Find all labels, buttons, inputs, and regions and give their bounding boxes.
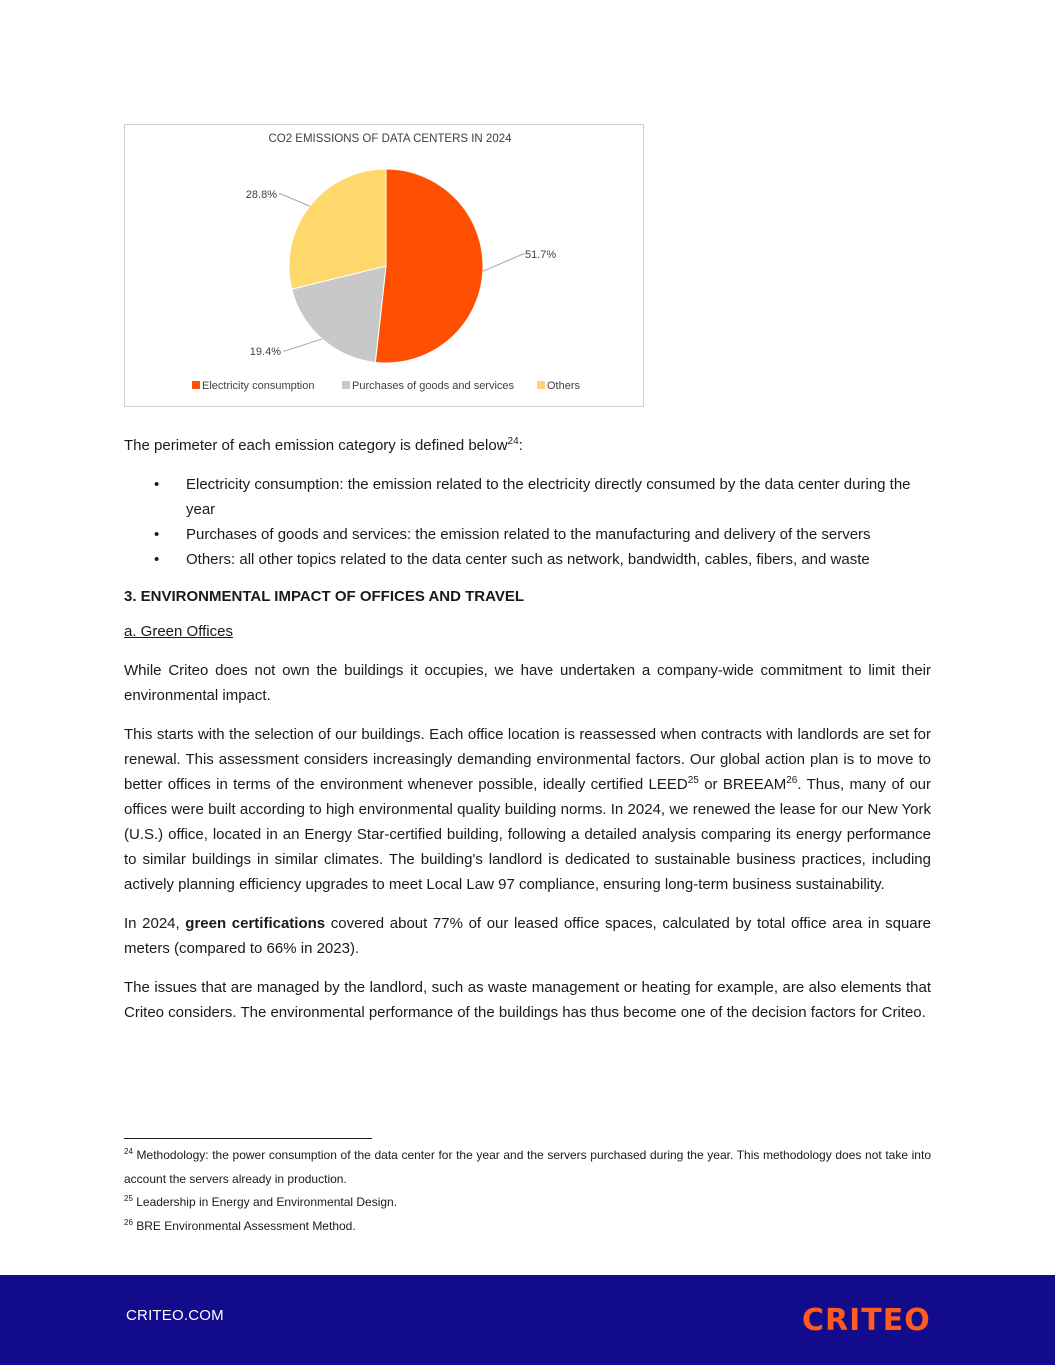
legend-swatch — [342, 381, 350, 389]
intro-suffix: : — [518, 437, 523, 454]
slice-leader-line — [283, 339, 322, 351]
slice-leader-line — [483, 254, 525, 271]
footnote-divider — [124, 1138, 372, 1139]
paragraph-building-selection — [124, 722, 931, 897]
footnote-25 — [124, 1191, 931, 1215]
list-item-text: Purchases of goods and services: the emission related to the manufacturing and delivery of the servers — [186, 526, 871, 543]
list-item-text: Others: all other topics related to the data center such as network, bandwidth, cables, fibers, and waste — [186, 551, 870, 568]
subsection-heading: a. Green Offices — [124, 623, 233, 640]
chart-title: CO2 EMISSIONS OF DATA CENTERS IN 2024 — [268, 133, 512, 145]
intro-text: The perimeter of each emission category is defined below — [124, 437, 508, 454]
footnote-ref-26[interactable]: 26 — [786, 775, 798, 786]
main-content — [124, 433, 931, 1039]
footnote-number: 26 — [124, 1217, 133, 1227]
paragraph-commitment: While Criteo does not own the buildings it occupies, we have undertaken a company-wide commitment to limit their environmental impact. — [124, 662, 931, 704]
paragraph-text: . Thus, many of our offices were built according to high environmental quality building norms. In 2024, we renewed the lease for our New York (U.S.) office, located in an Energy Star-certified building, following a detailed analysis comparing its energy performance to similar buildings in similar climates. The building's landlord is dedicated to sustainable business practices, including actively planning efficiency upgrades to meet Local Law 97 compliance, ensuring long-term business sustainability. — [124, 776, 931, 893]
bold-term: green certifications — [185, 915, 326, 932]
paragraph-green-certifications — [124, 911, 931, 961]
list-item — [124, 522, 931, 547]
slice-data-label: 51.7% — [525, 249, 557, 261]
footnote-text: Methodology: the power consumption of the data center for the year and the servers purchased during the year. This methodology does not take into account the servers already in production. — [124, 1148, 931, 1186]
footer-website-link[interactable]: CRITEO.COM — [126, 1307, 224, 1324]
footnote-24 — [124, 1144, 931, 1191]
footnote-text: BRE Environmental Assessment Method. — [132, 1218, 356, 1233]
bullet-icon: • — [154, 551, 160, 568]
legend-swatch — [537, 381, 545, 389]
slice-leader-line — [279, 194, 310, 206]
footnote-ref-25[interactable]: 25 — [687, 775, 699, 786]
footnote-26 — [124, 1215, 931, 1239]
paragraph-landlord-issues: The issues that are managed by the landlord, such as waste management or heating for example, are also elements that Criteo considers. The environmental performance of the buildings has thus become one of the decision factors for Criteo. — [124, 979, 931, 1021]
pie-chart-svg — [125, 125, 645, 408]
co2-emissions-pie-chart — [124, 124, 644, 407]
footnote-number: 25 — [124, 1194, 133, 1203]
paragraph-text: covered about 77% of our leased office spaces, calculated by total office area in square meters (compared to 66% in 2023). — [124, 915, 931, 957]
paragraph-text: or BREEAM — [698, 776, 787, 793]
criteo-logo: CRITEO — [802, 1303, 931, 1338]
list-item — [124, 472, 931, 522]
footnote-number: 24 — [124, 1147, 133, 1156]
slice-data-label: 19.4% — [249, 346, 281, 358]
pie-slice-electricity-consumption — [375, 169, 483, 363]
bullet-icon: • — [154, 476, 160, 493]
intro-paragraph — [124, 433, 931, 458]
legend-swatch — [192, 381, 200, 389]
section-heading: 3. ENVIRONMENTAL IMPACT OF OFFICES AND TRAVEL — [124, 588, 525, 605]
legend-label: Others — [547, 380, 581, 392]
paragraph-text: In 2024, — [124, 915, 186, 932]
footnote-text: Leadership in Energy and Environmental Design. — [132, 1195, 398, 1209]
paragraph-text: This starts with the selection of our buildings. Each office location is reassessed when contracts with landlords are set for renewal. This assessment considers increasingly demanding environmental factors. Our global action plan is to move to better offices in terms of the environment whenever possible, ideally certified LEED — [124, 726, 931, 793]
footnotes — [124, 1144, 931, 1238]
legend-label: Electricity consumption — [202, 380, 315, 392]
list-item — [124, 547, 931, 572]
emission-category-list — [124, 472, 931, 572]
list-item-text: Electricity consumption: the emission related to the electricity directly consumed by the data center during the year — [186, 476, 911, 518]
page-footer — [0, 1275, 1055, 1365]
footnote-ref-24[interactable]: 24 — [507, 436, 519, 447]
legend-label: Purchases of goods and services — [352, 380, 515, 392]
bullet-icon: • — [154, 526, 160, 543]
slice-data-label: 28.8% — [245, 189, 277, 201]
